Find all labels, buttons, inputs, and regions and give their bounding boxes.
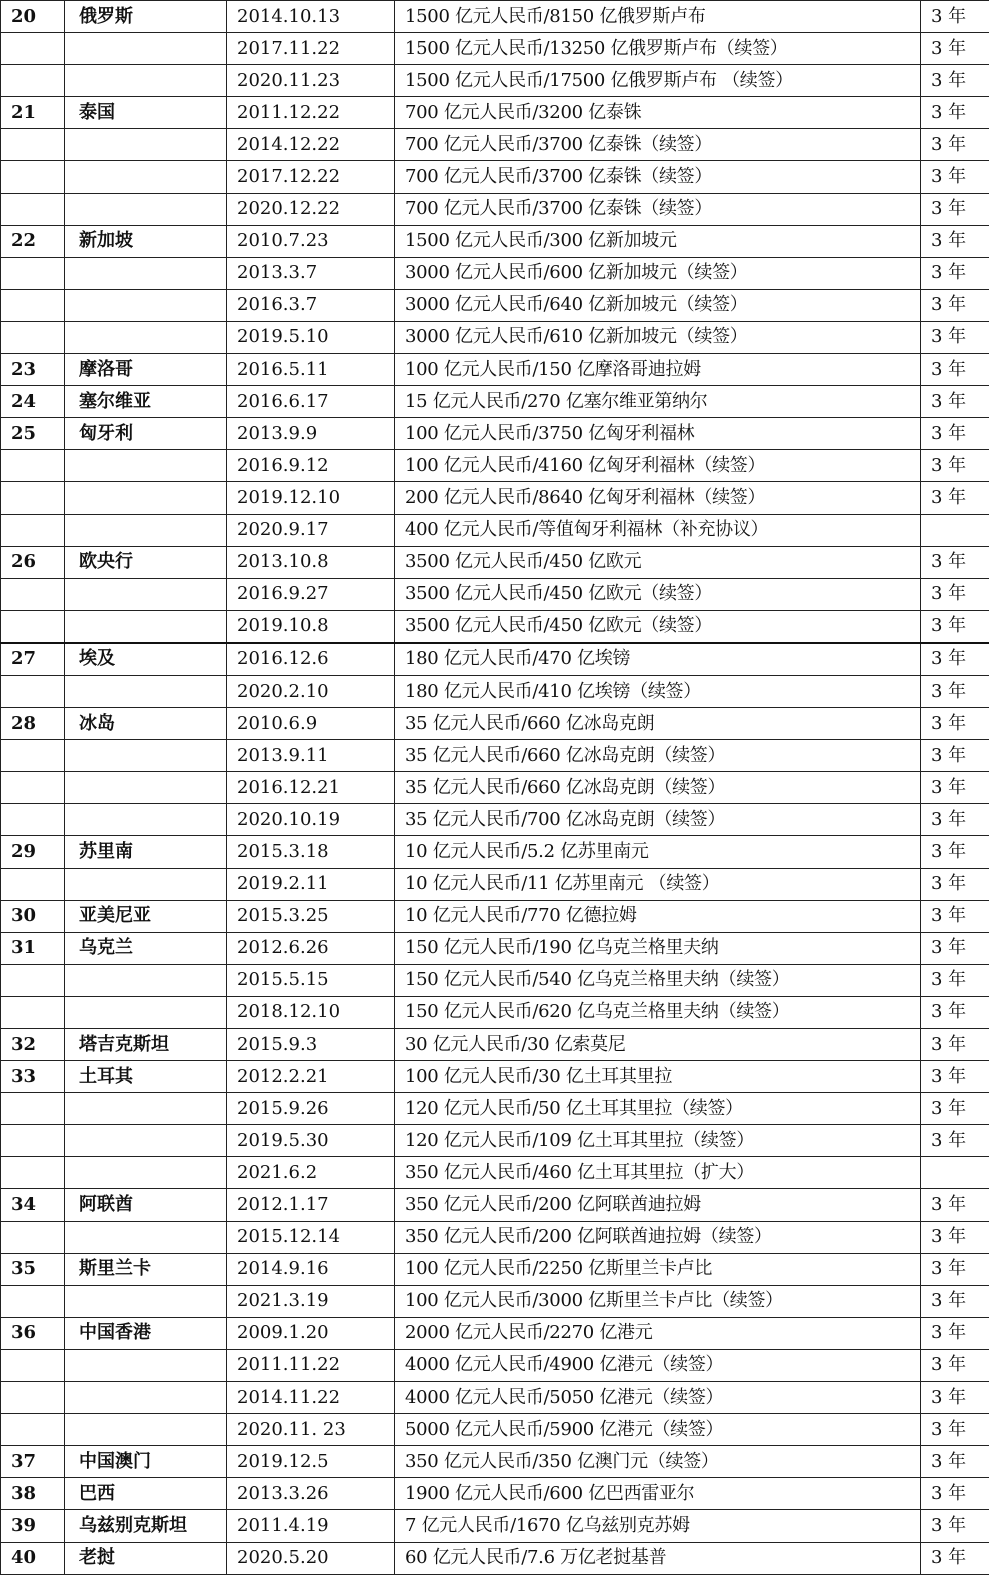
amount-cell: 180 亿元人民币/410 亿埃镑（续签）: [395, 675, 921, 707]
table-row: [1, 321, 989, 353]
amount-cell: 1900 亿元人民币/600 亿巴西雷亚尔: [395, 1478, 921, 1510]
row-number-cell: 21: [1, 97, 65, 129]
date-cell: 2017.12.22: [227, 161, 395, 193]
term-cell: 3 年: [921, 772, 989, 804]
term-cell: 3 年: [921, 804, 989, 836]
amount-cell: 60 亿元人民币/7.6 万亿老挝基普: [395, 1542, 921, 1574]
row-number-cell: 29: [1, 836, 65, 868]
amount-cell: 15 亿元人民币/270 亿塞尔维亚第纳尔: [395, 386, 921, 418]
term-cell: 3 年: [921, 354, 989, 386]
country-cell: [65, 740, 227, 772]
date-cell: 2019.12.5: [227, 1446, 395, 1478]
country-cell: [65, 65, 227, 97]
country-cell: [65, 1221, 227, 1253]
table-row: [1, 1221, 989, 1253]
row-number-cell: 35: [1, 1253, 65, 1285]
row-number-cell: [1, 1157, 65, 1189]
table-row: [1, 1029, 989, 1061]
amount-cell: 3500 亿元人民币/450 亿欧元: [395, 546, 921, 578]
country-cell: 巴西: [65, 1478, 227, 1510]
row-number-cell: [1, 610, 65, 643]
country-cell: [65, 772, 227, 804]
row-number-cell: 27: [1, 643, 65, 676]
amount-cell: 4000 亿元人民币/5050 亿港元（续签）: [395, 1382, 921, 1414]
term-cell: 3 年: [921, 289, 989, 321]
row-number-cell: [1, 1285, 65, 1317]
country-cell: [65, 1414, 227, 1446]
date-cell: 2020.9.17: [227, 514, 395, 546]
row-number-cell: 32: [1, 1029, 65, 1061]
date-cell: 2015.12.14: [227, 1221, 395, 1253]
term-cell: 3 年: [921, 1446, 989, 1478]
row-number-cell: [1, 868, 65, 900]
term-cell: 3 年: [921, 578, 989, 610]
row-number-cell: [1, 65, 65, 97]
row-number-cell: [1, 1349, 65, 1381]
date-cell: 2014.12.22: [227, 129, 395, 161]
country-cell: [65, 1125, 227, 1157]
amount-cell: 100 亿元人民币/4160 亿匈牙利福林（续签）: [395, 450, 921, 482]
table-row: [1, 708, 989, 740]
amount-cell: 3500 亿元人民币/450 亿欧元（续签）: [395, 578, 921, 610]
date-cell: 2014.10.13: [227, 1, 395, 33]
country-cell: 新加坡: [65, 225, 227, 257]
table-body: [1, 1, 989, 1575]
amount-cell: 35 亿元人民币/660 亿冰岛克朗（续签）: [395, 740, 921, 772]
row-number-cell: 24: [1, 386, 65, 418]
country-cell: [65, 1157, 227, 1189]
term-cell: 3 年: [921, 740, 989, 772]
country-cell: 阿联酋: [65, 1189, 227, 1221]
date-cell: 2020.5.20: [227, 1542, 395, 1574]
country-cell: 泰国: [65, 97, 227, 129]
amount-cell: 5000 亿元人民币/5900 亿港元（续签）: [395, 1414, 921, 1446]
term-cell: 3 年: [921, 964, 989, 996]
amount-cell: 700 亿元人民币/3700 亿泰铢（续签）: [395, 193, 921, 225]
amount-cell: 100 亿元人民币/30 亿土耳其里拉: [395, 1061, 921, 1093]
row-number-cell: [1, 321, 65, 353]
row-number-cell: [1, 161, 65, 193]
table-row: [1, 1157, 989, 1189]
country-cell: [65, 1382, 227, 1414]
row-number-cell: 28: [1, 708, 65, 740]
date-cell: 2016.9.27: [227, 578, 395, 610]
row-number-cell: 31: [1, 932, 65, 964]
country-cell: [65, 1093, 227, 1125]
country-cell: 斯里兰卡: [65, 1253, 227, 1285]
date-cell: 2012.2.21: [227, 1061, 395, 1093]
country-cell: [65, 129, 227, 161]
term-cell: 3 年: [921, 836, 989, 868]
date-cell: 2021.3.19: [227, 1285, 395, 1317]
row-number-cell: [1, 578, 65, 610]
country-cell: [65, 1349, 227, 1381]
date-cell: 2014.11.22: [227, 1382, 395, 1414]
date-cell: 2020.12.22: [227, 193, 395, 225]
country-cell: [65, 1285, 227, 1317]
date-cell: 2013.9.9: [227, 418, 395, 450]
date-cell: 2013.3.26: [227, 1478, 395, 1510]
amount-cell: 100 亿元人民币/3750 亿匈牙利福林: [395, 418, 921, 450]
date-cell: 2018.12.10: [227, 996, 395, 1028]
amount-cell: 35 亿元人民币/700 亿冰岛克朗（续签）: [395, 804, 921, 836]
amount-cell: 10 亿元人民币/5.2 亿苏里南元: [395, 836, 921, 868]
row-number-cell: [1, 482, 65, 514]
term-cell: 3 年: [921, 482, 989, 514]
country-cell: [65, 868, 227, 900]
date-cell: 2016.6.17: [227, 386, 395, 418]
country-cell: 中国香港: [65, 1317, 227, 1349]
country-cell: 乌克兰: [65, 932, 227, 964]
row-number-cell: 39: [1, 1510, 65, 1542]
table-row: [1, 1382, 989, 1414]
term-cell: 3 年: [921, 1542, 989, 1574]
table-row: [1, 257, 989, 289]
term-cell: 3 年: [921, 161, 989, 193]
table-row: [1, 836, 989, 868]
table-row: [1, 1285, 989, 1317]
term-cell: 3 年: [921, 1093, 989, 1125]
row-number-cell: 34: [1, 1189, 65, 1221]
table-row: [1, 354, 989, 386]
term-cell: 3 年: [921, 868, 989, 900]
row-number-cell: [1, 1414, 65, 1446]
amount-cell: 150 亿元人民币/540 亿乌克兰格里夫纳（续签）: [395, 964, 921, 996]
term-cell: 3 年: [921, 546, 989, 578]
table-row: [1, 1, 989, 33]
table-row: [1, 386, 989, 418]
amount-cell: 350 亿元人民币/200 亿阿联酋迪拉姆: [395, 1189, 921, 1221]
row-number-cell: 40: [1, 1542, 65, 1574]
country-cell: [65, 578, 227, 610]
row-number-cell: 22: [1, 225, 65, 257]
table-row: [1, 932, 989, 964]
amount-cell: 3000 亿元人民币/610 亿新加坡元（续签）: [395, 321, 921, 353]
table-row: [1, 1061, 989, 1093]
table-row: [1, 129, 989, 161]
row-number-cell: [1, 964, 65, 996]
table-row: [1, 193, 989, 225]
country-cell: [65, 964, 227, 996]
term-cell: 3 年: [921, 321, 989, 353]
amount-cell: 180 亿元人民币/470 亿埃镑: [395, 643, 921, 676]
term-cell: 3 年: [921, 1285, 989, 1317]
amount-cell: 3500 亿元人民币/450 亿欧元（续签）: [395, 610, 921, 643]
row-number-cell: [1, 193, 65, 225]
term-cell: 3 年: [921, 1349, 989, 1381]
date-cell: 2011.12.22: [227, 97, 395, 129]
table-row: [1, 33, 989, 65]
date-cell: 2015.9.26: [227, 1093, 395, 1125]
table-row: [1, 578, 989, 610]
amount-cell: 100 亿元人民币/2250 亿斯里兰卡卢比: [395, 1253, 921, 1285]
date-cell: 2015.9.3: [227, 1029, 395, 1061]
amount-cell: 150 亿元人民币/620 亿乌克兰格里夫纳（续签）: [395, 996, 921, 1028]
row-number-cell: [1, 804, 65, 836]
row-number-cell: [1, 740, 65, 772]
amount-cell: 4000 亿元人民币/4900 亿港元（续签）: [395, 1349, 921, 1381]
row-number-cell: [1, 257, 65, 289]
table-row: [1, 546, 989, 578]
term-cell: 3 年: [921, 33, 989, 65]
country-cell: [65, 257, 227, 289]
date-cell: 2020.11.23: [227, 65, 395, 97]
country-cell: [65, 804, 227, 836]
row-number-cell: [1, 996, 65, 1028]
row-number-cell: 23: [1, 354, 65, 386]
row-number-cell: 30: [1, 900, 65, 932]
amount-cell: 350 亿元人民币/350 亿澳门元（续签）: [395, 1446, 921, 1478]
term-cell: 3 年: [921, 1189, 989, 1221]
table-row: [1, 996, 989, 1028]
row-number-cell: [1, 772, 65, 804]
table-row: [1, 1349, 989, 1381]
row-number-cell: 36: [1, 1317, 65, 1349]
term-cell: [921, 514, 989, 546]
row-number-cell: [1, 1093, 65, 1125]
date-cell: 2019.5.30: [227, 1125, 395, 1157]
term-cell: 3 年: [921, 1061, 989, 1093]
country-cell: 乌兹别克斯坦: [65, 1510, 227, 1542]
amount-cell: 700 亿元人民币/3200 亿泰铢: [395, 97, 921, 129]
table-row: [1, 643, 989, 676]
amount-cell: 1500 亿元人民币/13250 亿俄罗斯卢布（续签）: [395, 33, 921, 65]
row-number-cell: 38: [1, 1478, 65, 1510]
amount-cell: 100 亿元人民币/3000 亿斯里兰卡卢比（续签）: [395, 1285, 921, 1317]
amount-cell: 120 亿元人民币/50 亿土耳其里拉（续签）: [395, 1093, 921, 1125]
table-row: [1, 418, 989, 450]
term-cell: 3 年: [921, 1317, 989, 1349]
date-cell: 2010.7.23: [227, 225, 395, 257]
term-cell: [921, 1157, 989, 1189]
term-cell: 3 年: [921, 1, 989, 33]
country-cell: [65, 33, 227, 65]
amount-cell: 400 亿元人民币/等值匈牙利福林（补充协议）: [395, 514, 921, 546]
table-row: [1, 1253, 989, 1285]
term-cell: 3 年: [921, 386, 989, 418]
country-cell: 亚美尼亚: [65, 900, 227, 932]
amount-cell: 200 亿元人民币/8640 亿匈牙利福林（续签）: [395, 482, 921, 514]
amount-cell: 120 亿元人民币/109 亿土耳其里拉（续签）: [395, 1125, 921, 1157]
amount-cell: 350 亿元人民币/200 亿阿联酋迪拉姆（续签）: [395, 1221, 921, 1253]
date-cell: 2015.3.25: [227, 900, 395, 932]
table-row: [1, 964, 989, 996]
country-cell: 中国澳门: [65, 1446, 227, 1478]
row-number-cell: 20: [1, 1, 65, 33]
country-cell: 塞尔维亚: [65, 386, 227, 418]
country-cell: 匈牙利: [65, 418, 227, 450]
amount-cell: 30 亿元人民币/30 亿索莫尼: [395, 1029, 921, 1061]
date-cell: 2019.12.10: [227, 482, 395, 514]
term-cell: 3 年: [921, 257, 989, 289]
date-cell: 2011.4.19: [227, 1510, 395, 1542]
term-cell: 3 年: [921, 900, 989, 932]
country-cell: [65, 482, 227, 514]
term-cell: 3 年: [921, 1478, 989, 1510]
term-cell: 3 年: [921, 643, 989, 676]
date-cell: 2016.5.11: [227, 354, 395, 386]
term-cell: 3 年: [921, 418, 989, 450]
row-number-cell: [1, 129, 65, 161]
date-cell: 2020.2.10: [227, 675, 395, 707]
date-cell: 2016.9.12: [227, 450, 395, 482]
country-cell: 埃及: [65, 643, 227, 676]
term-cell: 3 年: [921, 708, 989, 740]
country-cell: [65, 514, 227, 546]
date-cell: 2017.11.22: [227, 33, 395, 65]
row-number-cell: [1, 1382, 65, 1414]
term-cell: 3 年: [921, 1414, 989, 1446]
table-row: [1, 161, 989, 193]
amount-cell: 3000 亿元人民币/640 亿新加坡元（续签）: [395, 289, 921, 321]
country-cell: 俄罗斯: [65, 1, 227, 33]
date-cell: 2013.9.11: [227, 740, 395, 772]
amount-cell: 10 亿元人民币/11 亿苏里南元 （续签）: [395, 868, 921, 900]
term-cell: 3 年: [921, 675, 989, 707]
row-number-cell: [1, 675, 65, 707]
row-number-cell: 33: [1, 1061, 65, 1093]
country-cell: 摩洛哥: [65, 354, 227, 386]
date-cell: 2011.11.22: [227, 1349, 395, 1381]
amount-cell: 7 亿元人民币/1670 亿乌兹别克苏姆: [395, 1510, 921, 1542]
country-cell: 老挝: [65, 1542, 227, 1574]
date-cell: 2016.12.21: [227, 772, 395, 804]
row-number-cell: [1, 450, 65, 482]
row-number-cell: [1, 33, 65, 65]
country-cell: 欧央行: [65, 546, 227, 578]
amount-cell: 2000 亿元人民币/2270 亿港元: [395, 1317, 921, 1349]
table-row: [1, 1093, 989, 1125]
table-row: [1, 482, 989, 514]
table-row: [1, 1189, 989, 1221]
table-row: [1, 1478, 989, 1510]
row-number-cell: 37: [1, 1446, 65, 1478]
country-cell: 苏里南: [65, 836, 227, 868]
table-row: [1, 1542, 989, 1574]
date-cell: 2016.12.6: [227, 643, 395, 676]
row-number-cell: [1, 514, 65, 546]
row-number-cell: [1, 1125, 65, 1157]
country-cell: 土耳其: [65, 1061, 227, 1093]
date-cell: 2014.9.16: [227, 1253, 395, 1285]
date-cell: 2021.6.2: [227, 1157, 395, 1189]
row-number-cell: 26: [1, 546, 65, 578]
amount-cell: 700 亿元人民币/3700 亿泰铢（续签）: [395, 161, 921, 193]
amount-cell: 100 亿元人民币/150 亿摩洛哥迪拉姆: [395, 354, 921, 386]
date-cell: 2009.1.20: [227, 1317, 395, 1349]
table-row: [1, 804, 989, 836]
amount-cell: 35 亿元人民币/660 亿冰岛克朗（续签）: [395, 772, 921, 804]
date-cell: 2019.2.11: [227, 868, 395, 900]
table-row: [1, 450, 989, 482]
term-cell: 3 年: [921, 1125, 989, 1157]
amount-cell: 1500 亿元人民币/300 亿新加坡元: [395, 225, 921, 257]
amount-cell: 150 亿元人民币/190 亿乌克兰格里夫纳: [395, 932, 921, 964]
term-cell: 3 年: [921, 65, 989, 97]
table-row: [1, 97, 989, 129]
date-cell: 2013.3.7: [227, 257, 395, 289]
term-cell: 3 年: [921, 1510, 989, 1542]
country-cell: [65, 161, 227, 193]
country-cell: [65, 675, 227, 707]
country-cell: [65, 289, 227, 321]
amount-cell: 700 亿元人民币/3700 亿泰铢（续签）: [395, 129, 921, 161]
table-row: [1, 740, 989, 772]
table-row: [1, 900, 989, 932]
country-cell: 塔吉克斯坦: [65, 1029, 227, 1061]
country-cell: [65, 193, 227, 225]
date-cell: 2020.10.19: [227, 804, 395, 836]
term-cell: 3 年: [921, 932, 989, 964]
date-cell: 2015.3.18: [227, 836, 395, 868]
country-cell: [65, 610, 227, 643]
date-cell: 2010.6.9: [227, 708, 395, 740]
table-row: [1, 772, 989, 804]
table-row: [1, 225, 989, 257]
table-row: [1, 1317, 989, 1349]
country-cell: 冰岛: [65, 708, 227, 740]
amount-cell: 10 亿元人民币/770 亿德拉姆: [395, 900, 921, 932]
term-cell: 3 年: [921, 225, 989, 257]
table-row: [1, 65, 989, 97]
date-cell: 2012.1.17: [227, 1189, 395, 1221]
date-cell: 2013.10.8: [227, 546, 395, 578]
table-row: [1, 1125, 989, 1157]
table-row: [1, 289, 989, 321]
table-row: [1, 1510, 989, 1542]
amount-cell: 1500 亿元人民币/8150 亿俄罗斯卢布: [395, 1, 921, 33]
term-cell: 3 年: [921, 1029, 989, 1061]
date-cell: 2012.6.26: [227, 932, 395, 964]
date-cell: 2019.10.8: [227, 610, 395, 643]
table-row: [1, 868, 989, 900]
term-cell: 3 年: [921, 450, 989, 482]
term-cell: 3 年: [921, 1221, 989, 1253]
amount-cell: 350 亿元人民币/460 亿土耳其里拉（扩大）: [395, 1157, 921, 1189]
country-cell: [65, 450, 227, 482]
term-cell: 3 年: [921, 610, 989, 643]
date-cell: 2020.11. 23: [227, 1414, 395, 1446]
date-cell: 2015.5.15: [227, 964, 395, 996]
table-row: [1, 1446, 989, 1478]
row-number-cell: [1, 1221, 65, 1253]
table-row: [1, 1414, 989, 1446]
term-cell: 3 年: [921, 97, 989, 129]
table-row: [1, 610, 989, 643]
term-cell: 3 年: [921, 996, 989, 1028]
date-cell: 2016.3.7: [227, 289, 395, 321]
date-cell: 2019.5.10: [227, 321, 395, 353]
amount-cell: 3000 亿元人民币/600 亿新加坡元（续签）: [395, 257, 921, 289]
term-cell: 3 年: [921, 1253, 989, 1285]
term-cell: 3 年: [921, 193, 989, 225]
term-cell: 3 年: [921, 129, 989, 161]
amount-cell: 1500 亿元人民币/17500 亿俄罗斯卢布 （续签）: [395, 65, 921, 97]
amount-cell: 35 亿元人民币/660 亿冰岛克朗: [395, 708, 921, 740]
term-cell: 3 年: [921, 1382, 989, 1414]
country-cell: [65, 996, 227, 1028]
table-row: [1, 514, 989, 546]
country-cell: [65, 321, 227, 353]
row-number-cell: [1, 289, 65, 321]
row-number-cell: 25: [1, 418, 65, 450]
table-row: [1, 675, 989, 707]
